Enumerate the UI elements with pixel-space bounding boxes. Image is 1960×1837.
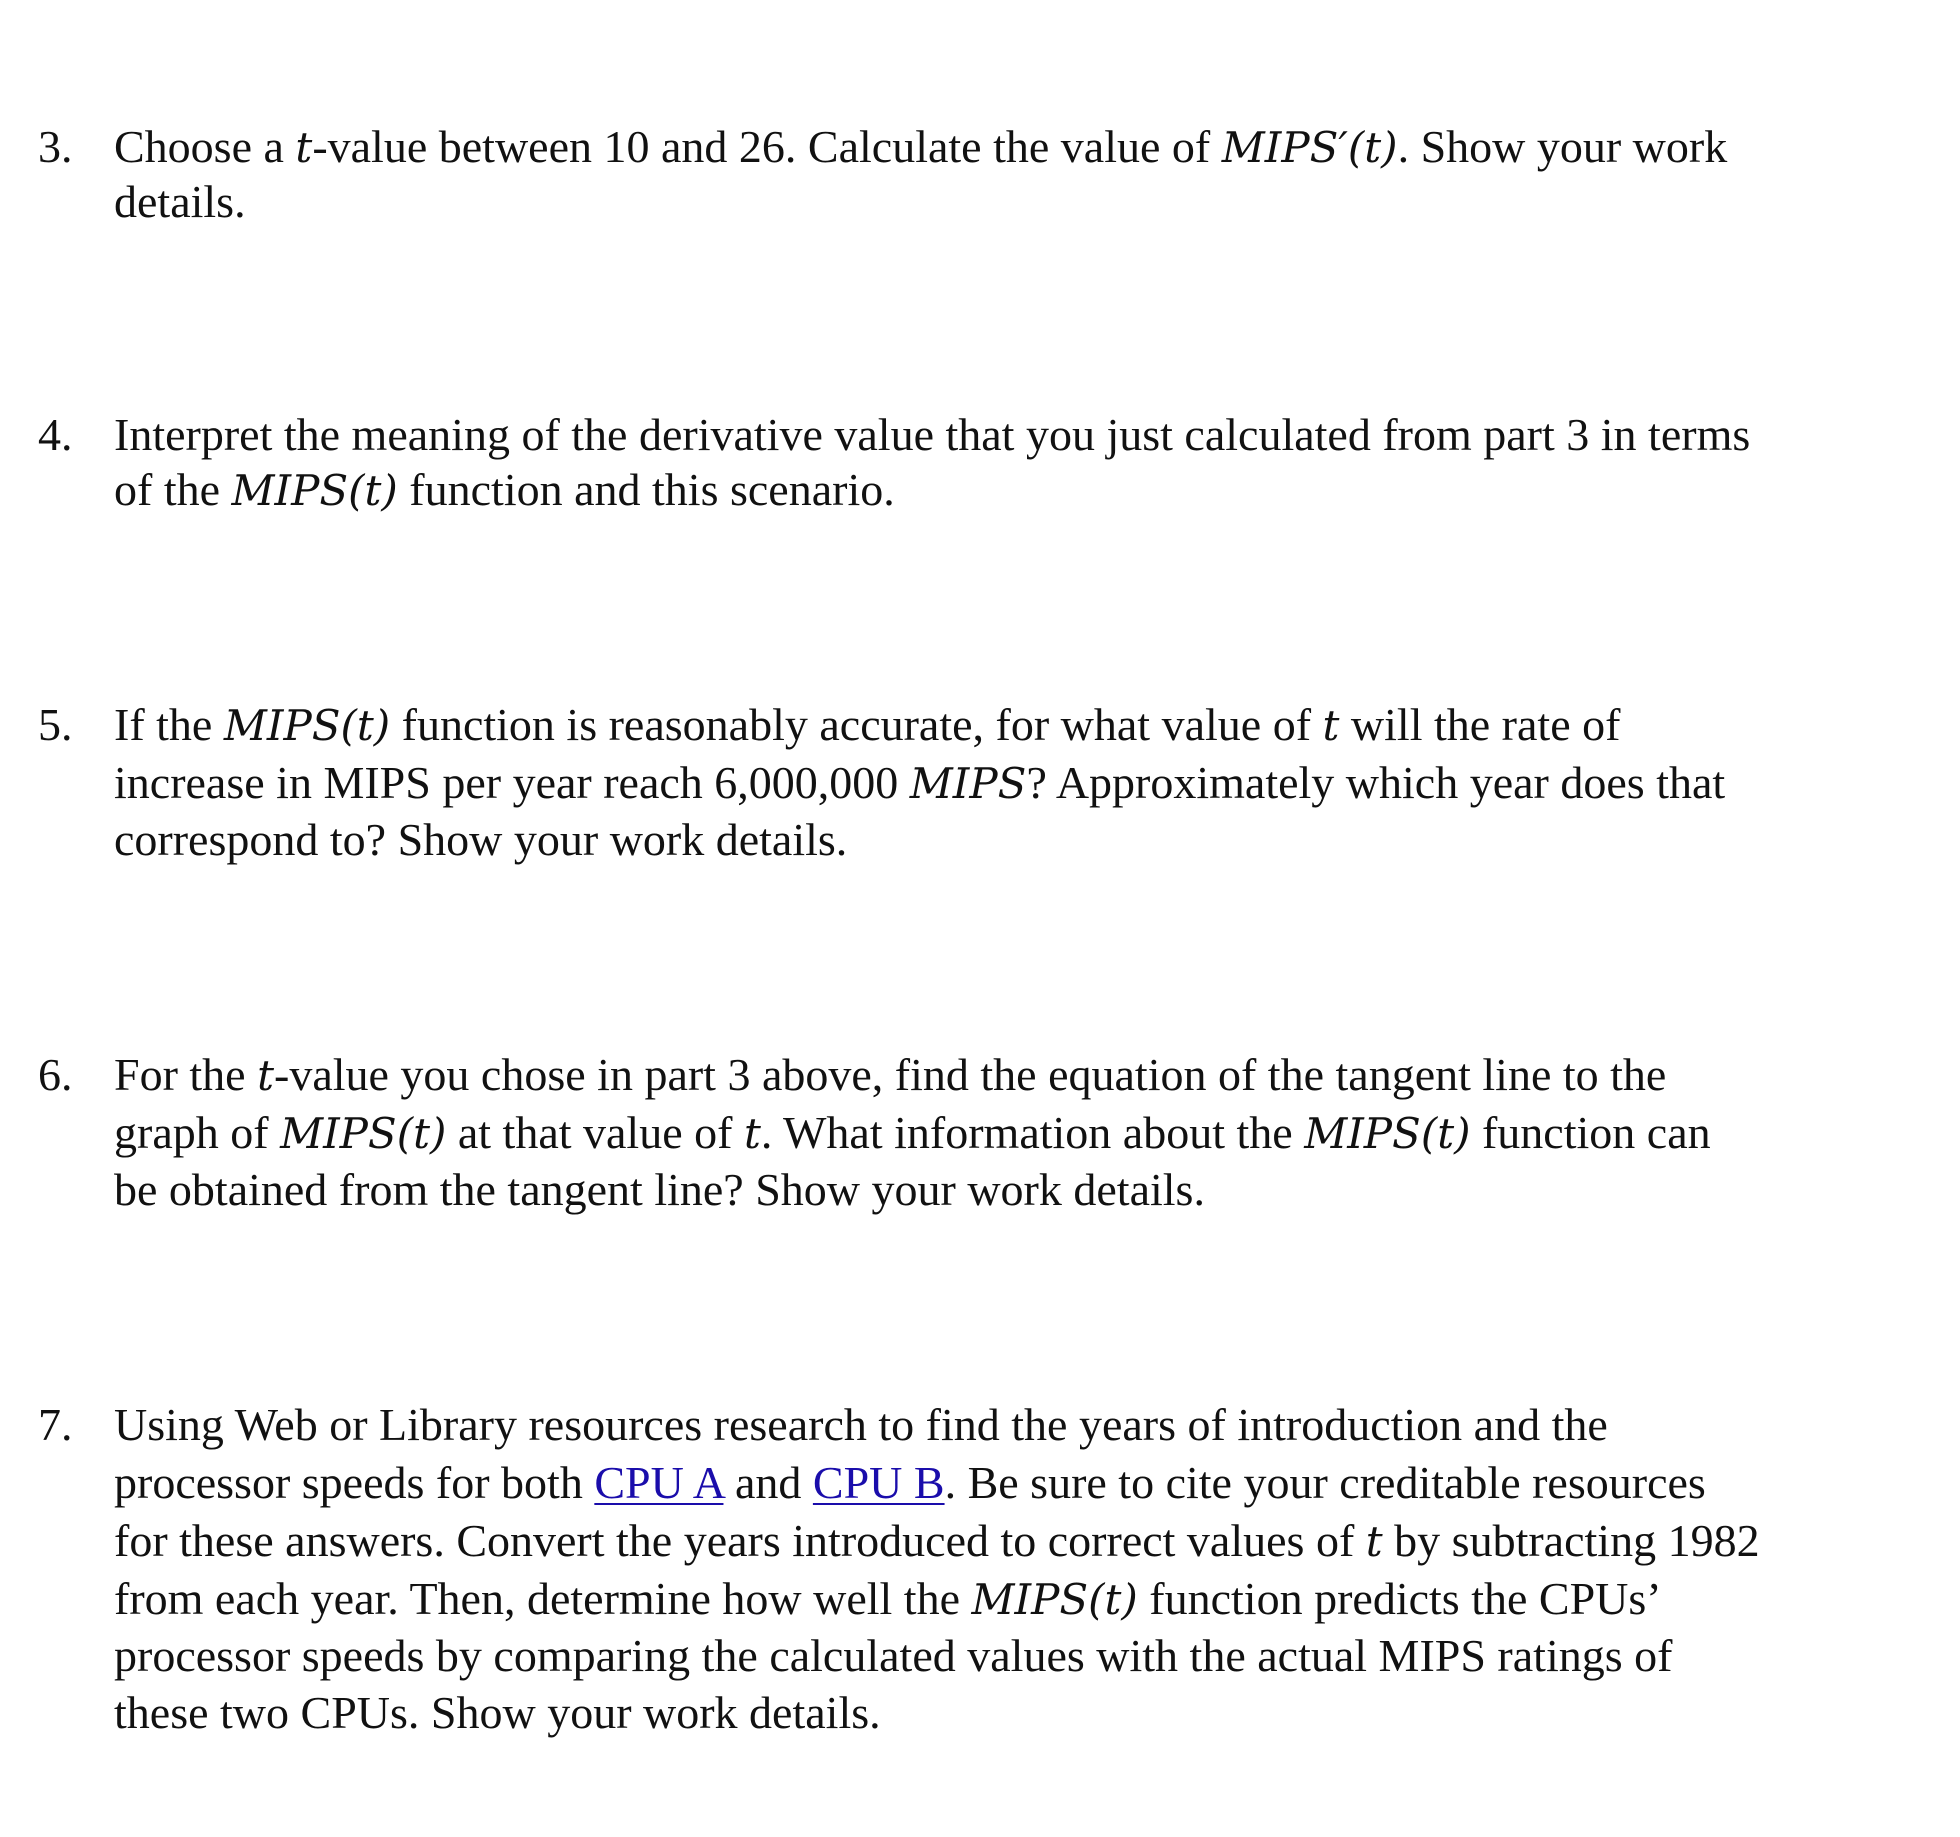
math-expression: MIPS(t) <box>971 1575 1138 1624</box>
text: at that value of <box>446 1107 744 1158</box>
question-line <box>114 1396 1608 1454</box>
question-number: 3. <box>38 121 73 172</box>
text: Interpret the meaning of the derivative value that you just calculated from part 3 in terms <box>114 409 1751 460</box>
question-line <box>114 1104 1711 1163</box>
math-expression: MIPS <box>909 759 1027 808</box>
text: function can <box>1470 1107 1711 1158</box>
math-expression: MIPS′(t) <box>1221 123 1398 172</box>
question-line <box>114 696 1620 755</box>
text: -value between 10 and 26. Calculate the value of <box>312 121 1222 172</box>
text: processor speeds by comparing the calculated values with the actual MIPS ratings of <box>114 1630 1673 1681</box>
text: If the <box>114 699 224 750</box>
text: for these answers. Convert the years introduced to correct values of <box>114 1515 1366 1566</box>
text: . Be sure to cite your creditable resources <box>944 1457 1706 1508</box>
text: by subtracting 1982 <box>1382 1515 1760 1566</box>
question-line <box>114 406 1750 464</box>
math-variable: t <box>295 123 313 172</box>
question-line <box>114 118 1727 177</box>
text: increase in MIPS per year reach 6,000,000 <box>114 757 910 808</box>
text: . Show your work <box>1397 121 1728 172</box>
question-line <box>114 461 895 520</box>
math-variable: t <box>743 1109 761 1158</box>
text: processor speeds for both <box>114 1457 595 1508</box>
math-expression: MIPS(t) <box>1304 1109 1471 1158</box>
question-line <box>114 173 246 231</box>
question-line <box>114 1570 1662 1629</box>
cpu-a-link[interactable]: CPU A <box>594 1457 724 1508</box>
math-variable: t <box>1322 701 1340 750</box>
math-variable: t <box>257 1051 274 1100</box>
text: from each year. Then, determine how well the <box>114 1573 972 1624</box>
question-line <box>114 811 847 869</box>
text: function predicts the CPUs’ <box>1137 1573 1662 1624</box>
math-expression: MIPS(t) <box>231 466 398 515</box>
math-expression: MIPS(t) <box>223 701 391 750</box>
math-expression: MIPS(t) <box>280 1109 447 1158</box>
text: of the <box>114 464 232 515</box>
question-number: 6. <box>38 1049 73 1100</box>
text: Choose a <box>114 121 296 172</box>
question-number: 7. <box>38 1399 73 1450</box>
question-line <box>114 1046 1666 1105</box>
text: Using Web or Library resources research to find the years of introduction and the <box>114 1399 1608 1450</box>
question-line <box>114 1627 1672 1685</box>
text: correspond to? Show your work details. <box>114 814 848 865</box>
question-line <box>114 1454 1706 1512</box>
question-line <box>114 1161 1205 1219</box>
text: will the rate of <box>1339 699 1621 750</box>
text: details. <box>114 176 246 227</box>
text: these two CPUs. Show your work details. <box>114 1687 881 1738</box>
question-line <box>114 1684 881 1742</box>
text: ? Approximately which year does that <box>1026 757 1726 808</box>
text: function is reasonably accurate, for what value of <box>390 699 1323 750</box>
question-line <box>114 754 1725 813</box>
text: -value you chose in part 3 above, find the equation of the tangent line to the <box>274 1049 1667 1100</box>
math-variable: t <box>1365 1517 1383 1566</box>
cpu-b-link[interactable]: CPU B <box>812 1457 945 1508</box>
text: and <box>723 1457 813 1508</box>
question-line <box>114 1512 1760 1571</box>
question-number: 5. <box>38 699 73 750</box>
text: be obtained from the tangent line? Show your work details. <box>114 1164 1205 1215</box>
text: For the <box>114 1049 258 1100</box>
text: . What information about the <box>760 1107 1305 1158</box>
question-number: 4. <box>38 409 73 460</box>
text: graph of <box>114 1107 281 1158</box>
text: function and this scenario. <box>397 464 895 515</box>
